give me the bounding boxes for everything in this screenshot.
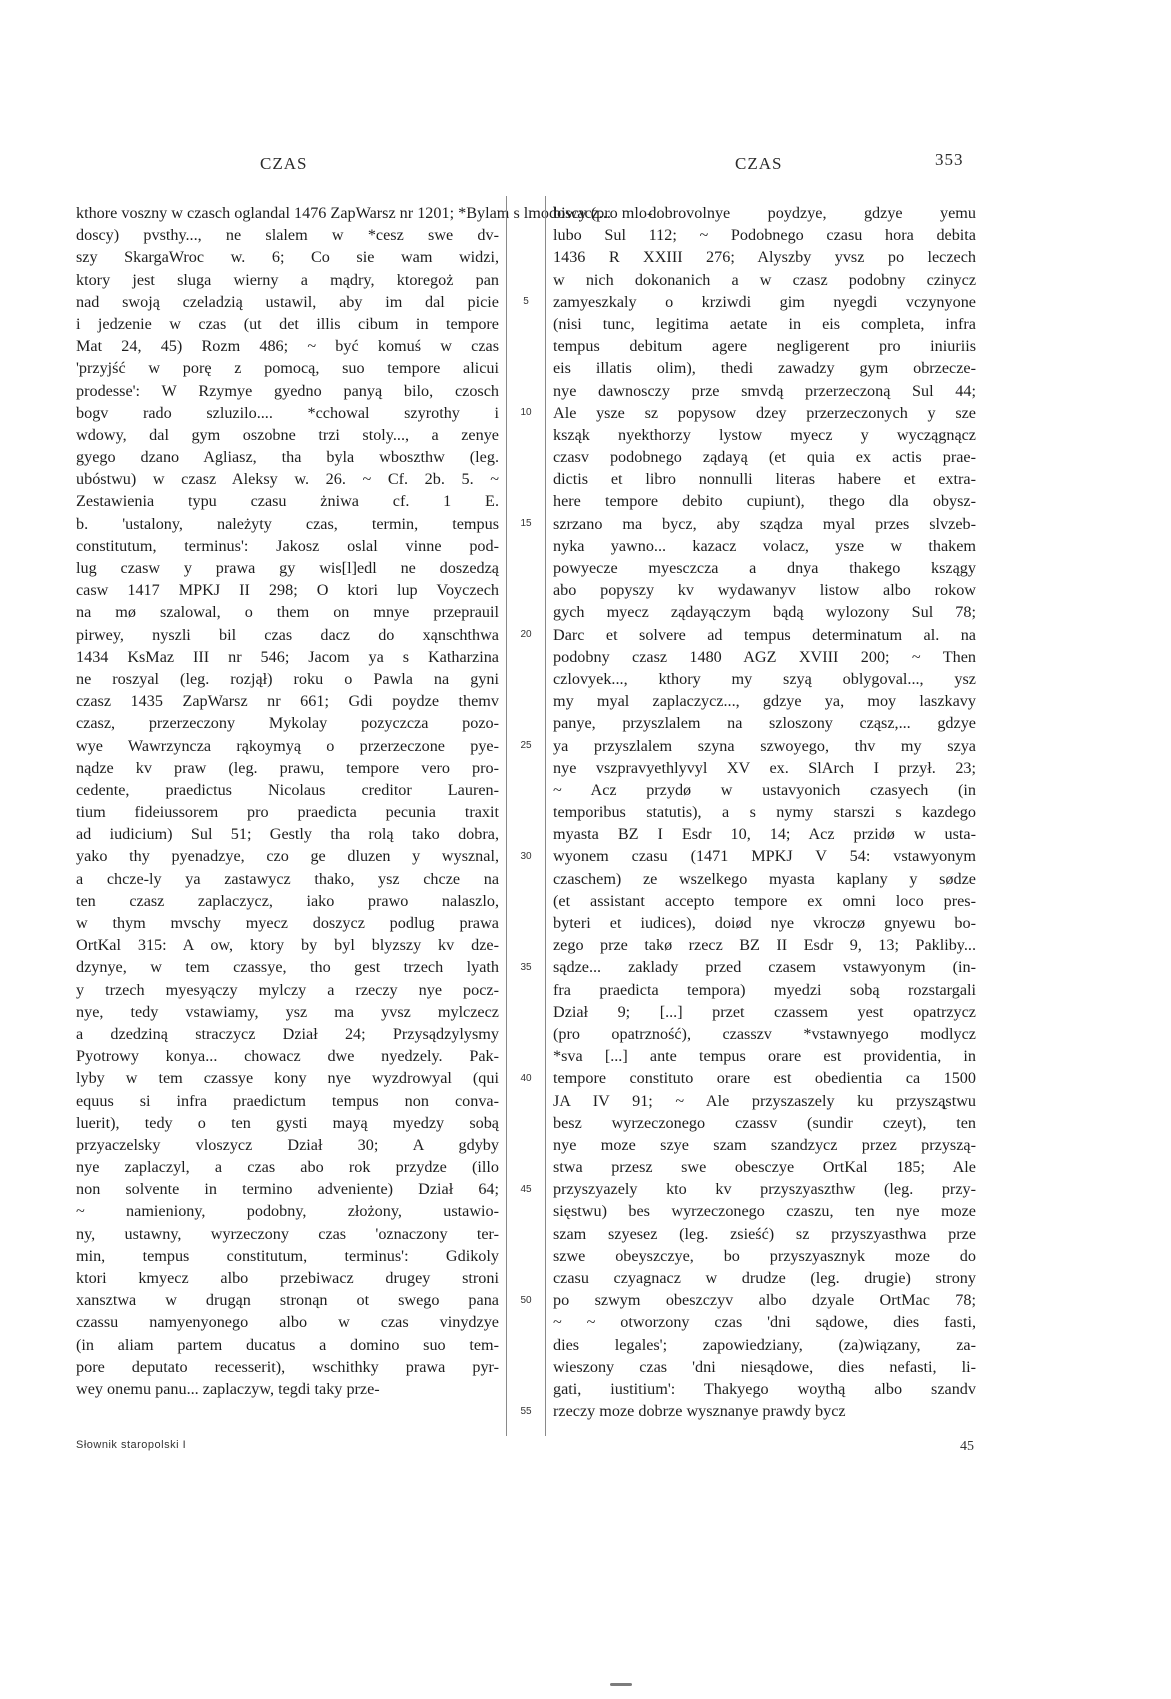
left-column-line: nądze kv praw (leg. prawu, tempore vero pro- bbox=[76, 758, 499, 777]
right-column-line: nye vszpravyethlyvyl XV ex. SlArch I przył. 23; bbox=[553, 758, 976, 777]
right-column bbox=[553, 202, 976, 1422]
right-column-line: ~ ~ otworzony czas 'dni sądowe, dies fasti, bbox=[553, 1313, 976, 1332]
left-column-line: casw 1417 MPKJ II 298; O ktori lup Voyczech bbox=[76, 581, 499, 600]
left-column-line: luerit), tedy o ten gysti mayą myedzy sobą bbox=[76, 1113, 499, 1132]
left-column-line: cedente, praedictus Nicolaus creditor Lauren- bbox=[76, 780, 499, 799]
left-column-line: equus si infra praedictum tempus non conva- bbox=[76, 1091, 499, 1110]
right-column-line: szam szyesez (leg. zsieść) sz przyszyasthwa prze bbox=[553, 1224, 976, 1243]
right-column-line: (et assistant accepto tempore ex omni loco pres- bbox=[553, 891, 976, 910]
line-number: 30 bbox=[520, 850, 532, 862]
right-column-line: czasu czyagnacz w drudze (leg. drugie) strony bbox=[553, 1269, 976, 1287]
right-column-line: besz wyrzeczonego czassv (sundir czeyt), ten bbox=[553, 1113, 976, 1132]
left-column-line: wey onemu panu... zaplaczyw, tegdi taky prze- bbox=[76, 1379, 380, 1398]
right-column-line: tempore constituto orare est obedientia ca 1500 bbox=[553, 1069, 976, 1088]
right-column-line: myasta BZ I Esdr 10, 14; Acz przidø w usta- bbox=[553, 825, 976, 844]
right-column-line: gati, iustitium': Thakyego woythą albo szandv bbox=[553, 1379, 976, 1398]
left-column-line: y trzech myesyączy mylczy a rzeczy nye pocz- bbox=[76, 980, 499, 999]
right-column-line: (nisi tunc, legitima aetate in eis completa, infra bbox=[553, 314, 976, 333]
left-column-line: pore deputato recesserit), wschithky prawa pyr- bbox=[76, 1357, 499, 1376]
left-column-line: pirwey, nyszli bil czas dacz do xąnschthwa bbox=[76, 625, 499, 644]
line-number: 15 bbox=[520, 517, 532, 529]
right-column-line: nyka yawno... kazacz volacz, ysze w thakem bbox=[553, 536, 976, 555]
left-column-line: non solvente in termino adveniente) Dział 64; bbox=[76, 1180, 499, 1199]
left-column-line: 'przyjść w porę z pomocą, suo tempore alicui bbox=[76, 359, 499, 378]
right-column-line: Dział 9; [...] przet czassem yest opatrzycz bbox=[553, 1002, 976, 1021]
left-column-line: ten czasz zaplaczycz, iako prawo nalaszlo, bbox=[76, 891, 499, 910]
left-column-line: ubóstwu) w czasz Aleksy w. 26. ~ Cf. 2b. 5. ~ bbox=[76, 470, 499, 489]
right-column-line: dictis et libro nonnulli literas habere et extra- bbox=[553, 470, 976, 489]
footer-sheet-number: 45 bbox=[960, 1439, 974, 1454]
right-column-line: podobny czasz 1480 AGZ XVIII 200; ~ Then bbox=[553, 647, 976, 666]
left-column-line: xansztwa w drugąn stronąn ot swego pana bbox=[76, 1291, 499, 1310]
right-column-line: lubo Sul 112; ~ Podobnego czasu hora debita bbox=[553, 226, 976, 245]
right-column-line: *sva [...] ante tempus orare est providentia, in bbox=[553, 1047, 976, 1066]
running-head-right: CZAS bbox=[735, 154, 783, 173]
left-column-line: wye Wawrzyncza rąkoymyą o przerzeczone pye- bbox=[76, 736, 499, 755]
left-column-line: i jedzenie w czas (ut det illis cibum in tempore bbox=[76, 314, 499, 333]
left-column-line: czasz, przerzeczony Mykolay pozyczcza pozo- bbox=[76, 714, 499, 733]
right-column-line: (pro opatrzność), czasszv *vstawnyego modlycz bbox=[553, 1024, 976, 1043]
left-column-line: wdowy, dal gym oszobne trzi stoly..., a zenye bbox=[76, 425, 499, 444]
left-column-line: tium fideiussorem pro praedicta pecunia traxit bbox=[76, 803, 499, 822]
line-number: 45 bbox=[520, 1183, 532, 1195]
right-column-line: JA IV 91; ~ Ale przyszaszely ku przyszą̨stwu bbox=[553, 1091, 976, 1110]
right-column-line: nye moze szye szam szandzycz przez przyszą- bbox=[553, 1135, 976, 1154]
left-column-line: Zestawienia typu czasu żniwa cf. 1 E. bbox=[76, 492, 499, 511]
left-column-line: b. 'ustalony, należyty czas, termin, tempus bbox=[76, 514, 499, 533]
left-column-line: na mø szalowal, o them on mnye przeprauil bbox=[76, 603, 499, 622]
scan-smudge bbox=[610, 1683, 632, 1686]
left-column-line: nad swoją czeladzią ustawil, aby im dal picie bbox=[76, 292, 499, 311]
left-column-line: prodesse': W Rzymye gyedno panyą bilo, czosch bbox=[76, 381, 499, 400]
right-column-line: czasv podobnego ządayą (et quia ex actis prae- bbox=[553, 448, 976, 467]
right-column-line: wyonem czasu (1471 MPKJ V 54: vstawyonym bbox=[553, 847, 976, 866]
line-number: 25 bbox=[520, 739, 532, 751]
right-column-line: zamyeszkaly o krziwdi gim nyegdi vczynyone bbox=[553, 292, 976, 311]
right-column-line: nye dawnosczy prze smvdą przerzeczoną Sul 44; bbox=[553, 381, 976, 400]
left-column-line: a dzedziną straczycz Dział 24; Przysądzylysmy bbox=[76, 1024, 499, 1043]
right-column-line: panye, przyszlalem na szloszony cząsz,... gdzye bbox=[553, 714, 976, 733]
left-column-line: kthore voszny w czasch oglandal 1476 ZapWarsz nr 1201; *Bylam s lmodoscy (pro mlo- bbox=[76, 204, 653, 222]
right-column-line: biwacz... dobrovolnye poydzye, gdzye yemu bbox=[553, 204, 976, 222]
right-column-line: Ale ysze sz popysow dzey przerzeczonych y sze bbox=[553, 403, 976, 422]
left-column-line: nye, tedy vstawiamy, ysz ma yvsz mylczecz bbox=[76, 1002, 499, 1021]
right-column-line: szrzano ma bycz, aby sządza myal przes slvzeb- bbox=[553, 514, 976, 533]
column-divider-right bbox=[545, 196, 546, 1436]
right-column-line: temporibus statutis), a s nymy starszi s kazdego bbox=[553, 803, 976, 822]
right-column-line: stwa przesz swe obesczye OrtKal 185; Ale bbox=[553, 1158, 976, 1177]
left-column-line: Pyotrowy konya... chowacz dwe nyedzely. Pak- bbox=[76, 1047, 499, 1066]
right-column-line: przyszyazely kto kv przyszyaszthw (leg. przy- bbox=[553, 1180, 976, 1199]
line-number: 40 bbox=[520, 1072, 532, 1084]
right-column-line: w nich dokonanich a w czasz podobny czinycz bbox=[553, 270, 976, 289]
right-column-line: eis illatis olim), thedi zawadzy gym obrzecze- bbox=[553, 359, 976, 378]
right-column-line: rzeczy moze dobrze wysznanye prawdy bycz bbox=[553, 1402, 846, 1421]
right-column-line: powyecze myesczcza a dnya thakego kszągy bbox=[553, 559, 976, 577]
right-column-line: ya przyszlalem szyna szwoyego, thv my szya bbox=[553, 736, 976, 755]
right-column-line: tempus debitum agere negligerent pro iniuriis bbox=[553, 337, 976, 356]
line-number: 10 bbox=[520, 406, 532, 418]
right-column-line: abo popyszy kv wydawanyv listow albo rokow bbox=[553, 581, 976, 600]
line-number: 5 bbox=[523, 295, 529, 307]
right-column-line: dies legales'; zapowiedziany, (za)wiązany, za- bbox=[553, 1335, 976, 1354]
right-column-line: po szwym obeszczyv albo dzyale OrtMac 78; bbox=[553, 1291, 976, 1310]
left-column-line: przyaczelsky vloszycz Dział 30; A gdyby bbox=[76, 1135, 499, 1154]
left-column-line: lyby w tem czassye kony nye wyzdrowyal (qui bbox=[76, 1069, 499, 1088]
running-head-left: CZAS bbox=[260, 154, 308, 173]
line-number: 20 bbox=[520, 628, 532, 640]
right-column-line: gych myecz ządayączym bądą wylozony Sul 78; bbox=[553, 603, 976, 622]
left-column-line: ktori kmyecz albo przebiwacz drugey stroni bbox=[76, 1269, 499, 1287]
left-column-line: doscy) pvsthy..., ne slalem w *cesz swe dv- bbox=[76, 226, 499, 245]
right-column-line: ksząk nyekthorzy lystow myecz y wyczągnącz bbox=[553, 425, 976, 444]
right-column-line: ~ Acz przydø w ustavyonich czasyech (in bbox=[553, 780, 976, 799]
left-column-line: yako thy pyenadzye, czo ge dluzen y wysznal, bbox=[76, 847, 499, 866]
left-column-line: (in aliam partem ducatus a domino suo tem- bbox=[76, 1335, 499, 1354]
right-column-line: sądze... zaklady przed czasem vstawyonym (in- bbox=[553, 958, 976, 977]
left-column-line: czassu namyenyonego albo w czas vinydzye bbox=[76, 1313, 499, 1332]
right-column-line: szwe obeyszczye, bo przyszyasznyk moze do bbox=[553, 1246, 976, 1265]
right-column-line: zego prze takø rzecz BZ II Esdr 9, 13; Pakliby... bbox=[553, 936, 976, 955]
left-column-line: bogv rado szluzilo.... *cchowal szyrothy i bbox=[76, 403, 499, 422]
left-column-line: ne roszyal (leg. rozjął) roku o Pawla na gyni bbox=[76, 669, 499, 688]
left-column-line: ktory jest sluga wierny a mądry, ktoregoż pan bbox=[76, 270, 499, 289]
footer-signature: Słownik staropolski I bbox=[76, 1439, 187, 1451]
left-column-line: ad iudicium) Sul 51; Gestly tha rolą tako dobra, bbox=[76, 825, 499, 844]
right-column-line: fra praedicta tempora) myedzi sobą rozstargali bbox=[553, 980, 976, 999]
right-column-line: Darc et solvere ad tempus determinatum al. na bbox=[553, 625, 976, 644]
left-column-line: nye zaplaczyl, a czas abo rok przydze (illo bbox=[76, 1158, 499, 1177]
column-divider-left bbox=[506, 196, 507, 1436]
left-column-line: czasz 1435 ZapWarsz nr 661; Gdi poydze themv bbox=[76, 692, 499, 711]
left-column-line: 1434 KsMaz III nr 546; Jacom ya s Katharzina bbox=[76, 647, 499, 666]
left-column-line: a chcze-ly ya zastawycz thako, ysz chcze na bbox=[76, 869, 499, 888]
line-number: 35 bbox=[520, 961, 532, 973]
right-column-line: wieszony czas 'dni niesądowe, dies nefasti, li- bbox=[553, 1357, 976, 1376]
right-column-line: sięstwu) bes wyrzeczonego czaszu, ten nye moze bbox=[553, 1202, 976, 1221]
left-column-line: min, tempus constitutum, terminus': Gdikoly bbox=[76, 1246, 499, 1265]
left-column-line: lug czasw y prawa gy wis[l]edl ne doszedzą bbox=[76, 559, 499, 577]
right-column-line: czlovyek..., kthory my szyą oblygoval..., ysz bbox=[553, 669, 976, 688]
right-column-line: byteri et iudices), doiød nye vkroczø gnyewu bo- bbox=[553, 914, 976, 932]
left-column-line: w thym mvschy myecz doszycz podlug prawa bbox=[76, 914, 499, 932]
right-column-line: here tempore debito cupiunt), thego dla obysz- bbox=[553, 492, 976, 511]
right-column-line: my myal zaplaczycz..., gdzye ya, moy laszkavy bbox=[553, 692, 976, 711]
left-column-line: Mat 24, 45) Rozm 486; ~ być komuś w czas bbox=[76, 337, 499, 356]
page-number: 353 bbox=[935, 150, 964, 169]
left-column-line: ~ namieniony, podobny, złożony, ustawio- bbox=[76, 1202, 499, 1221]
left-column-line: OrtKal 315: A ow, ktory by byl blyzszy kv dze- bbox=[76, 936, 499, 955]
right-column-line: 1436 R XXIII 276; Alyszby yvsz po leczech bbox=[553, 248, 976, 267]
line-number: 55 bbox=[520, 1405, 532, 1417]
left-column-line: dzynye, w tem czassye, tho gest trzech lyath bbox=[76, 958, 499, 977]
right-column-line: czaschem) ze wszelkego myasta kaplany y sødze bbox=[553, 869, 976, 888]
left-column-line: ny, ustawny, wyrzeczony czas 'oznaczony ter- bbox=[76, 1224, 499, 1243]
line-number: 50 bbox=[520, 1294, 532, 1306]
left-column-line: constitutum, terminus': Jakosz oslal vinne pod- bbox=[76, 536, 499, 555]
left-column-line: szy SkargaWroc w. 6; Co sie wam widzi, bbox=[76, 248, 499, 267]
left-column-line: gyego dzano Agliasz, tha byla wboszthw (leg. bbox=[76, 448, 499, 467]
